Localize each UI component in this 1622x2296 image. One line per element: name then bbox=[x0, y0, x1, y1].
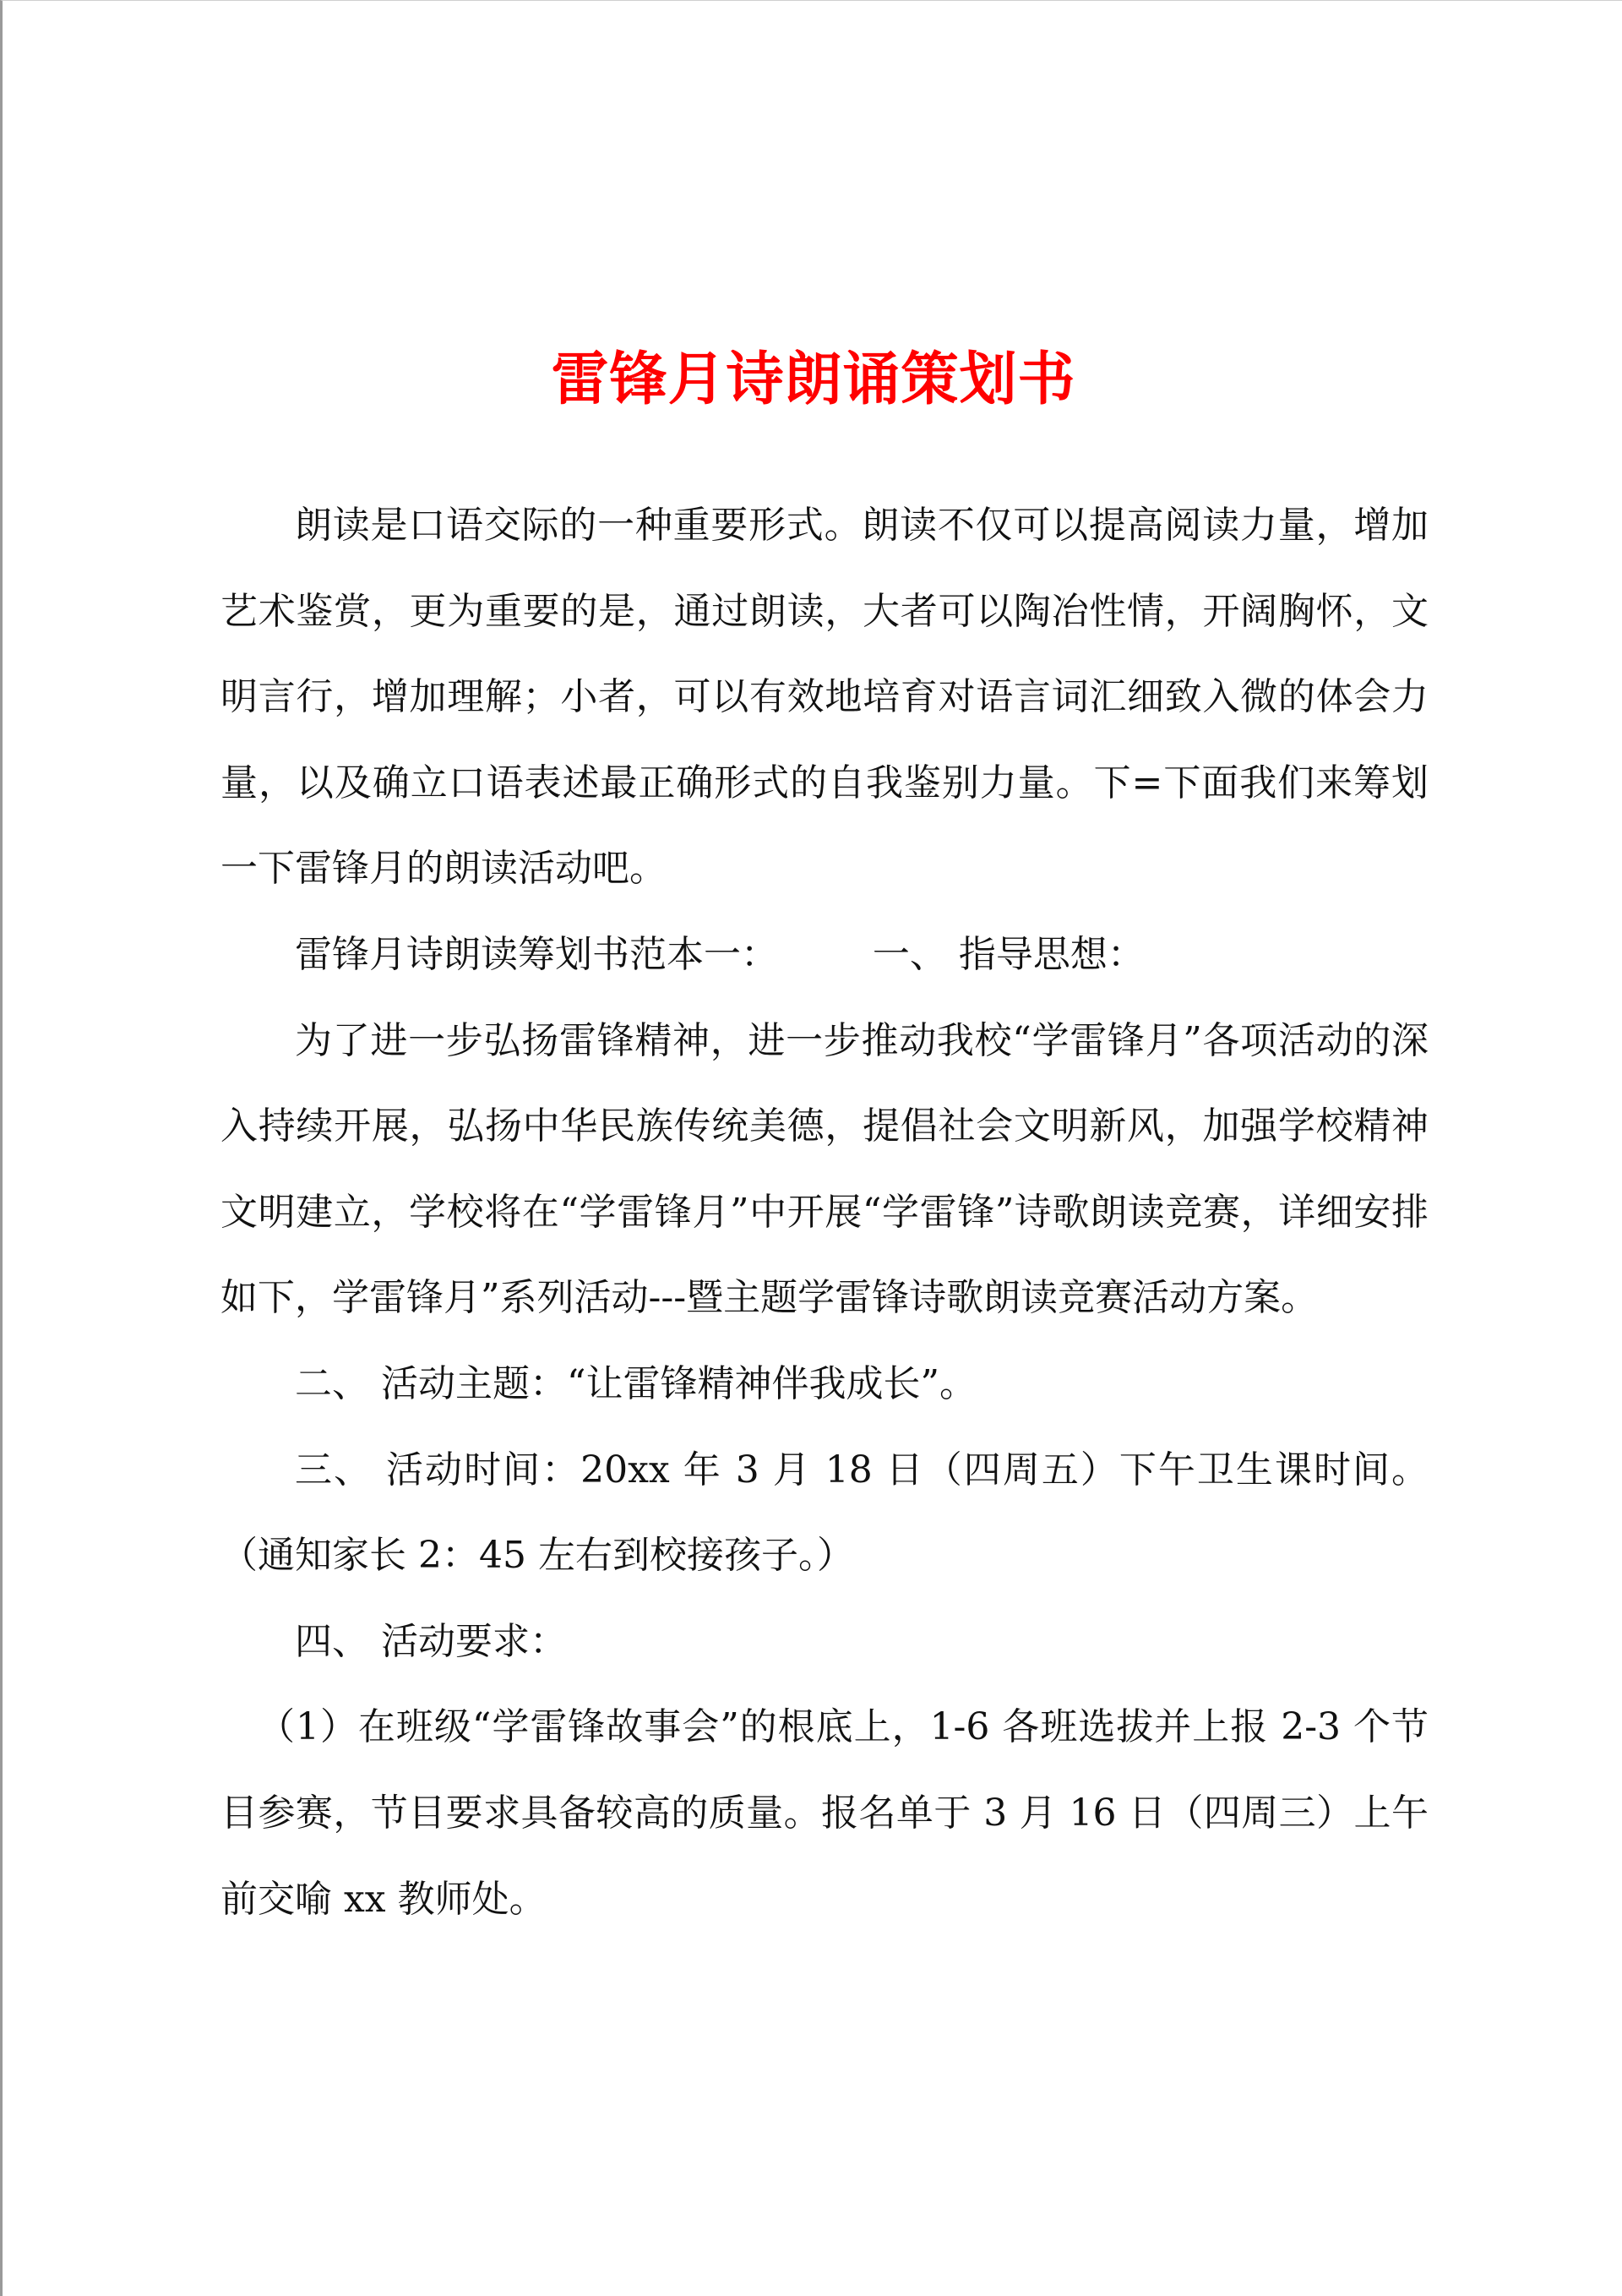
guiding-thought-paragraph: 为了进一步弘扬雷锋精神，进一步推动我校“学雷锋月”各项活动的深入持续开展，弘扬中华民族传统美德，提倡社会文明新风，加强学校精神文明建立，学校将在“学雷锋月”中开展“学雷锋”诗歌朗读竞赛，详细安排如下，学雷锋月”系列活动---暨主题学雷锋诗歌朗读竞赛活动方案。 bbox=[220, 1018, 1429, 1320]
requirement-item-1: （1）在班级“学雷锋故事会”的根底上，1-6 各班选拔并上报 2-3 个节目参赛，节目要求具备较高的质量。报名单于 3 月 16 日（四周三）上午前交喻 xx 教师处。 bbox=[220, 1705, 1429, 1921]
activity-time-paragraph: 三、 活动时间：20xx 年 3 月 18 日（四周五）下午卫生课时间。（通知家长 2：45 左右到校接孩子。） bbox=[220, 1448, 1429, 1578]
document-body bbox=[220, 483, 1429, 1942]
activity-theme-paragraph: 二、 活动主题：“让雷锋精神伴我成长”。 bbox=[295, 1361, 977, 1405]
template-heading-paragraph: 雷锋月诗朗读筹划书范本一： 一、 指导思想： bbox=[295, 932, 1145, 976]
activity-requirements-heading: 四、 活动要求： bbox=[295, 1619, 567, 1663]
document-title: 雷锋月诗朗诵策划书 bbox=[551, 346, 1076, 413]
intro-paragraph: 朗读是口语交际的一种重要形式。朗读不仅可以提高阅读力量，增加艺术鉴赏，更为重要的是，通过朗读，大者可以陶冶性情，开阔胸怀，文明言行，增加理解；小者，可以有效地培育对语言词汇细致入微的体会力量，以及确立口语表述最正确形式的自我鉴别力量。下=下面我们来筹划一下雷锋月的朗读活动吧。 bbox=[220, 504, 1429, 891]
